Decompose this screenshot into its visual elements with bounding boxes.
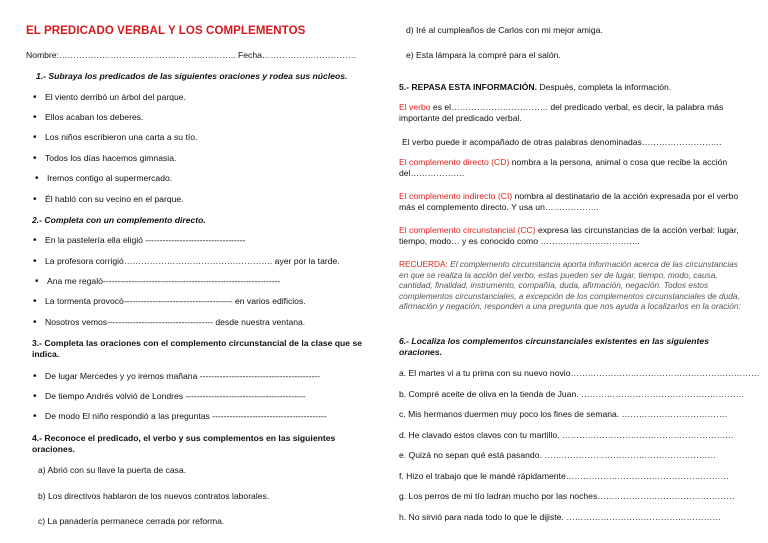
page-title: EL PREDICADO VERBAL Y LOS COMPLEMENTOS <box>26 25 306 37</box>
s5-cc <box>399 225 741 247</box>
name-date-line: Nombre:…………………………………………………….. Fecha…………………………… <box>26 50 357 60</box>
s2-item: • En la pastelería ella eligió ----------------------------------- <box>45 235 246 246</box>
section-6-heading: 6.- Localiza los complementos circunstanciales existentes en las siguientes oraciones. <box>399 336 709 357</box>
s4-item: d) Iré al cumpleaños de Carlos con mi mejor amiga. <box>406 25 603 35</box>
s1-item: • El viento derribó un árbol del parque. <box>45 92 186 103</box>
s6-item: b. Compré aceite de oliva en la tienda de Juan. ………………………………………………… <box>399 389 745 399</box>
s5-cd <box>399 157 739 179</box>
s6-item: c. Mis hermanos duermen muy poco los fines de semana. ………………………………. <box>399 409 728 419</box>
s3-item: • De tiempo Andrés volvió de Londres ------------------------------------------ <box>45 391 306 402</box>
s5-verbo-text: es el……………………………. del predicado verbal, es decir, la palabra más importante del predicado verbal. <box>399 102 724 123</box>
s3-item: • De lugar Mercedes y yo iremos mañana ------------------------------------------ <box>45 371 320 382</box>
s3-item: • De modo El niño respondió a las preguntas ---------------------------------------- <box>45 411 327 422</box>
s4-item: e) Esta lámpara la compré para el salón. <box>406 50 561 60</box>
s2-item: • Ana me regaló-------------------------------------------------------------- <box>47 276 280 287</box>
s5-cd-label: El complemento directo (CD) <box>399 157 510 167</box>
recuerda-note <box>399 259 741 312</box>
section-4-heading: 4.- Reconoce el predicado, el verbo y sus complementos en las siguientes oraciones. <box>32 433 336 454</box>
section-1-heading: 1.- Subraya los predicados de las siguientes oraciones y rodea sus núcleos. <box>36 71 348 81</box>
s1-item: • Ellos acaban los deberes. <box>45 112 143 123</box>
s2-item: • La tormenta provocó-------------------------------------- en varios edificios. <box>45 296 306 307</box>
s6-item: h. No sirvió para nada todo lo que le dijiste. ……………………………………………… <box>399 512 721 522</box>
s6-item: e. Quizá no sepan qué está pasando. …………………………………………………… <box>399 450 717 460</box>
section-5-heading <box>399 82 671 93</box>
s6-item: a. El martes vi a tu prima con su nuevo novio………………………………………………………… <box>399 368 760 378</box>
s5-cd-text: nombra a la persona, animal o cosa que recibe la acción del………………. <box>399 157 728 178</box>
s2-item: • Nosotros vemos------------------------------------- desde nuestra ventana. <box>45 317 305 328</box>
s1-item: • Iremos contigo al supermercado. <box>47 173 172 184</box>
s4-item: b) Los directivos hablaron de los nuevos contratos laborales. <box>38 491 270 501</box>
s4-item: a) Abrió con su llave la puerta de casa. <box>38 465 187 475</box>
s5-cc-text: expresa las circunstancias de la acción verbal: lugar, tiempo, modo… y es conocido como …………………………….. <box>399 225 739 246</box>
section-3-heading: 3.- Completa las oraciones con el complemento circunstancial de la clase que se indica. <box>32 338 363 359</box>
s5-verbo-label: El verbo <box>399 102 431 112</box>
s2-item: • La profesora corrigió……………………………………………. ayer por la tarde. <box>45 256 340 267</box>
s5-heading-bold: 5.- REPASA ESTA INFORMACIÓN. <box>399 82 537 92</box>
s6-item: d. He clavado estos clavos con tu martillo. …………………………………………………… <box>399 430 734 440</box>
s5-ci-text: nombra al destinatario de la acción expresada por el verbo más el complemento directo. Y usa un………………. <box>399 191 739 212</box>
s5-acompanado: El verbo puede ir acompañado de otras palabras denominadas………………………. <box>402 137 722 147</box>
recuerda-label: RECUERDA: <box>399 259 448 269</box>
s4-item: c) La panadería permanece cerrada por reforma. <box>38 516 225 526</box>
s6-item: g. Los perros de mi tío ladran mucho por las noches………………………………………… <box>399 491 735 501</box>
s5-ci-label: El complemento indirecto (CI) <box>399 191 513 201</box>
s5-cc-label: El complemento circunstancial (CC) <box>399 225 536 235</box>
s6-item: f. Hizo el trabajo que le mandé rápidamente………………………………………………… <box>399 471 730 481</box>
s5-verbo <box>399 102 739 124</box>
s1-item: • Los niños escribieron una carta a su tío. <box>45 132 197 143</box>
recuerda-text: El complemento circunstancia aporta información acerca de las circunstancias en que se realiza la acción del verbo, estas pueden ser de lugar, tiempo, modo, causa, cantidad, finalidad, instrumento, compañía, duda, afirmación, negación. Todos estos complementos circunstanciales, a excepción de los complementos circunstanciales de duda, afirmación y negación, responden a una pregunta que nos ayuda a localizarlos en la oración: <box>399 259 741 312</box>
section-2-heading: 2.- Completa con un complemento directo. <box>32 215 206 225</box>
s5-heading-rest: Después, completa la información. <box>536 82 672 92</box>
s1-item: • Él habló con su vecino en el parque. <box>45 194 184 205</box>
s5-ci <box>399 191 739 213</box>
s1-item: • Todos los días hacemos gimnasia. <box>45 153 176 164</box>
